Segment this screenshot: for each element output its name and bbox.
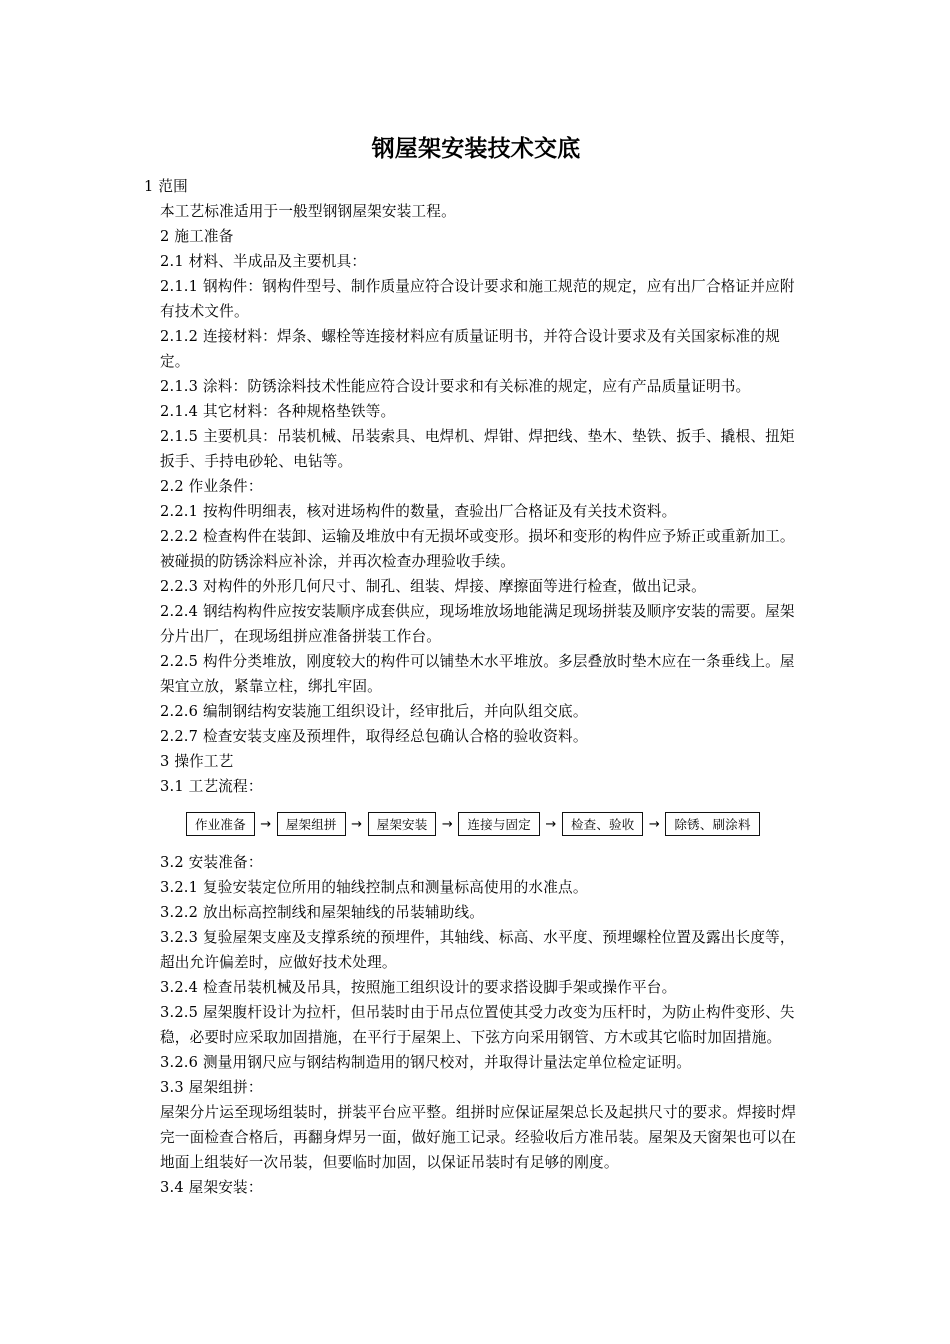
paragraph: 3.2 安装准备： bbox=[160, 854, 263, 871]
paragraph: 3.2.3 复验屋架支座及支撑系统的预埋件，其轴线、标高、水平度、预埋螺栓位置及露出长度等，超出允许偏差时，应做好技术处理。 bbox=[160, 929, 795, 971]
flow-arrow-icon: → bbox=[441, 816, 453, 832]
document-title: 钢屋架安装技术交底 bbox=[371, 136, 581, 162]
paragraph: 本工艺标准适用于一般型钢钢屋架安装工程。 bbox=[160, 203, 456, 220]
section-before-flow bbox=[144, 174, 808, 799]
paragraph: 3.2.4 检查吊装机械及吊具，按照施工组织设计的要求搭设脚手架或操作平台。 bbox=[160, 979, 677, 996]
flow-arrow-icon: → bbox=[260, 816, 272, 832]
flow-step: 作业准备 bbox=[186, 812, 255, 836]
flow-step: 检查、验收 bbox=[562, 812, 644, 836]
flow-arrow-icon: → bbox=[648, 816, 661, 832]
paragraph: 2.2.2 检查构件在装卸、运输及堆放中有无损坏或变形。损坏和变形的构件应予矫正或重新加工。被碰损的防锈涂料应补涂，并再次检查办理验收手续。 bbox=[160, 528, 795, 570]
paragraph: 2 施工准备 bbox=[160, 228, 234, 245]
paragraph: 2.2.6 编制钢结构安装施工组织设计，经审批后，并向队组交底。 bbox=[160, 703, 588, 720]
paragraph: 2.2.3 对构件的外形几何尺寸、制孔、组装、焊接、摩擦面等进行检查，做出记录。 bbox=[160, 578, 706, 595]
paragraph: 3.4 屋架安装： bbox=[160, 1179, 263, 1196]
process-flow-diagram bbox=[186, 806, 808, 842]
paragraph: 3.3 屋架组拼： bbox=[160, 1079, 263, 1096]
flow-step: 连接与固定 bbox=[458, 812, 540, 836]
flow-step: 屋架安装 bbox=[368, 812, 437, 836]
paragraph: 2.1.1 钢构件：钢构件型号、制作质量应符合设计要求和施工规范的规定，应有出厂合格证并应附有技术文件。 bbox=[160, 278, 795, 320]
paragraph: 2.1.3 涂料：防锈涂料技术性能应符合设计要求和有关标准的规定，应有产品质量证明书。 bbox=[160, 378, 751, 395]
paragraph: 2.2 作业条件： bbox=[160, 478, 263, 495]
paragraph: 3.1 工艺流程： bbox=[160, 778, 263, 795]
paragraph: 2.2.4 钢结构构件应按安装顺序成套供应，现场堆放场地能满足现场拼装及顺序安装的需要。屋架分片出厂，在现场组拼应准备拼装工作台。 bbox=[160, 603, 795, 645]
document-body bbox=[144, 132, 808, 1200]
paragraph: 3.2.1 复验安装定位所用的轴线控制点和测量标高使用的水准点。 bbox=[160, 879, 588, 896]
section-after-flow bbox=[144, 850, 808, 1200]
paragraph: 2.1.4 其它材料：各种规格垫铁等。 bbox=[160, 403, 396, 420]
paragraph: 3.2.6 测量用钢尺应与钢结构制造用的钢尺校对，并取得计量法定单位检定证明。 bbox=[160, 1054, 692, 1071]
paragraph: 2.1.2 连接材料：焊条、螺栓等连接材料应有质量证明书，并符合设计要求及有关国家标准的规定。 bbox=[160, 328, 780, 370]
paragraph: 2.1 材料、半成品及主要机具： bbox=[160, 253, 367, 270]
paragraph: 3.2.5 屋架腹杆设计为拉杆，但吊装时由于吊点位置使其受力改变为压杆时，为防止构件变形、失稳，必要时应采取加固措施，在平行于屋架上、下弦方向采用钢管、方木或其它临时加固措施。 bbox=[160, 1004, 795, 1046]
paragraph: 2.2.7 检查安装支座及预埋件，取得经总包确认合格的验收资料。 bbox=[160, 728, 588, 745]
paragraph: 3.2.2 放出标高控制线和屋架轴线的吊装辅助线。 bbox=[160, 904, 485, 921]
paragraph: 2.2.5 构件分类堆放，刚度较大的构件可以铺垫木水平堆放。多层叠放时垫木应在一条垂线上。屋架宜立放，紧靠立柱，绑扎牢固。 bbox=[160, 653, 795, 695]
flow-step: 屋架组拼 bbox=[277, 812, 346, 836]
flow-arrow-icon: → bbox=[545, 816, 557, 832]
paragraph: 2.1.5 主要机具：吊装机械、吊装索具、电焊机、焊钳、焊把线、垫木、垫铁、扳手、撬根、扭矩扳手、手持电砂轮、电钻等。 bbox=[160, 428, 795, 470]
flow-step: 除锈、刷涂料 bbox=[665, 812, 759, 836]
paragraph: 1 范围 bbox=[144, 178, 188, 195]
paragraph: 3 操作工艺 bbox=[160, 753, 234, 770]
flow-arrow-icon: → bbox=[351, 816, 363, 832]
paragraph: 屋架分片运至现场组装时，拼装平台应平整。组拼时应保证屋架总长及起拱尺寸的要求。焊接时焊完一面检查合格后，再翻身焊另一面，做好施工记录。经验收后方准吊装。屋架及天窗架也可以在地面上组装好一次吊装，但要临时加固，以保证吊装时有足够的刚度。 bbox=[160, 1104, 797, 1171]
paragraph: 2.2.1 按构件明细表，核对进场构件的数量，查验出厂合格证及有关技术资料。 bbox=[160, 503, 677, 520]
